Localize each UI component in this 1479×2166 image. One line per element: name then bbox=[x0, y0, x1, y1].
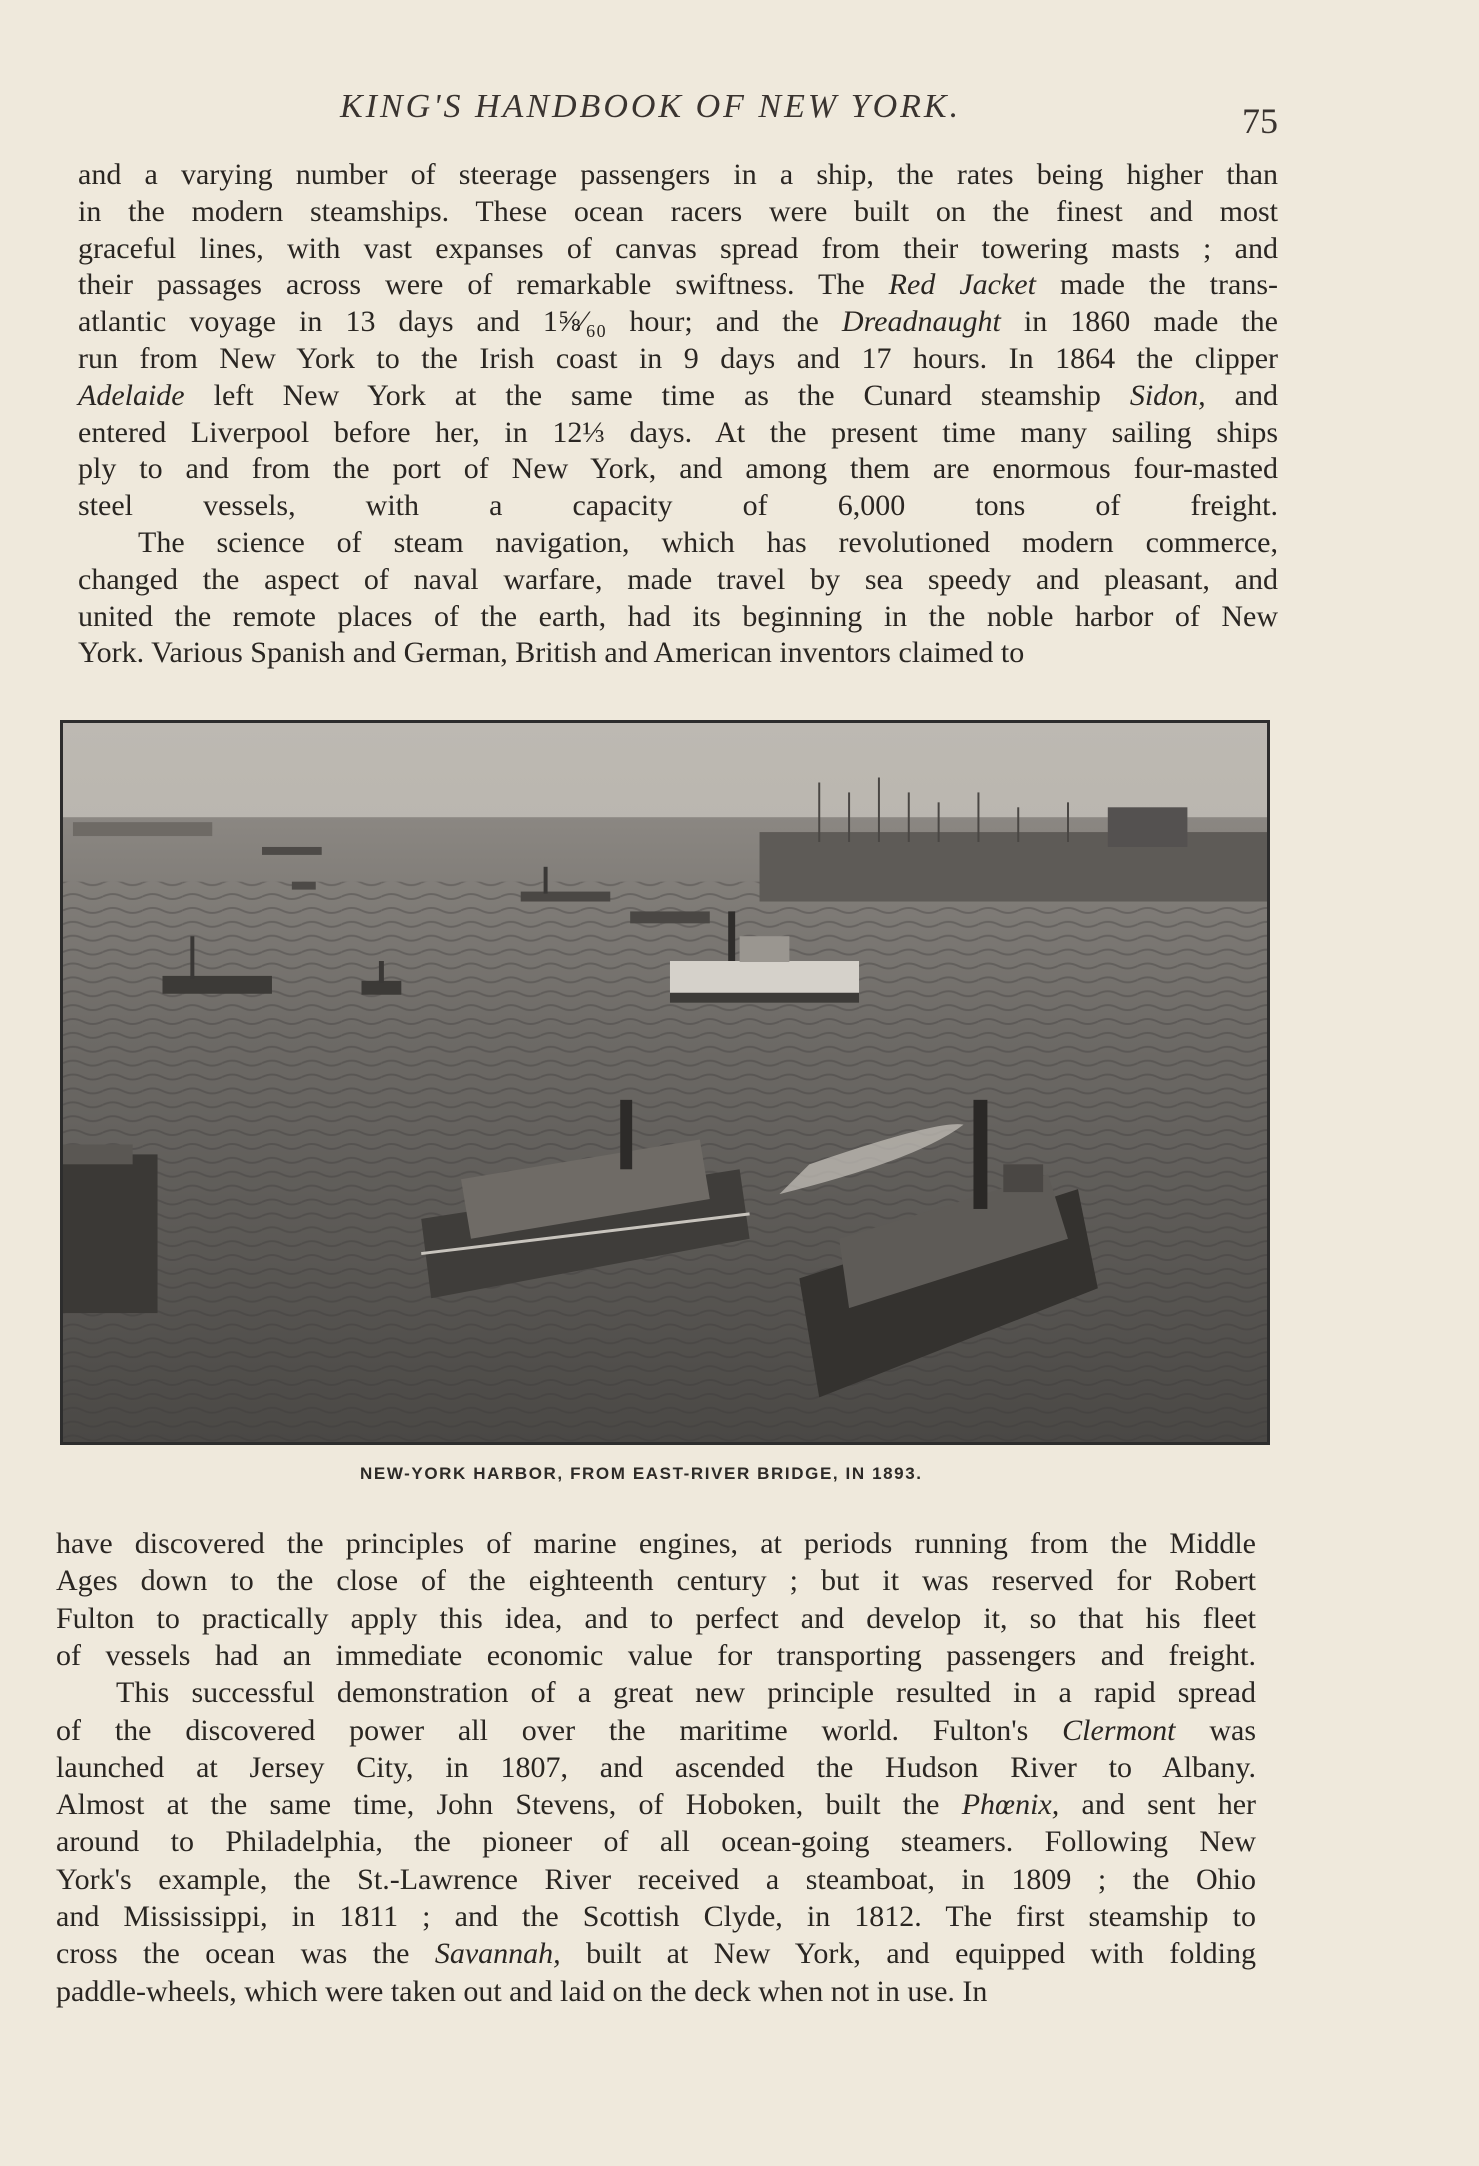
text-run: York's example, the St.-Lawrence River received a steamboat, in 1809 ; the Ohio bbox=[56, 1862, 1256, 1896]
text-line bbox=[78, 562, 1278, 598]
text-run: paddle-wheels, which were taken out and laid on the deck when not in use. In bbox=[56, 1974, 988, 2008]
text-run: was bbox=[1175, 1713, 1256, 1747]
text-run: graceful lines, with vast expanses of canvas spread from their towering masts ; and bbox=[78, 231, 1278, 265]
text-run: atlantic voyage in 13 days and 1⅝⁄₆₀ hour; and the bbox=[78, 305, 842, 339]
text-line bbox=[56, 1750, 1256, 1786]
text-run: and bbox=[1205, 378, 1278, 412]
text-run: York. Various Spanish and German, British and American inventors claimed to bbox=[78, 636, 1025, 670]
text-line bbox=[78, 304, 1278, 340]
text-run: their passages across were of remarkable swiftness. The bbox=[78, 268, 889, 302]
text-line bbox=[78, 267, 1278, 303]
text-run: launched at Jersey City, in 1807, and ascended the Hudson River to Albany. bbox=[56, 1750, 1256, 1784]
text-run: and Mississippi, in 1811 ; and the Scottish Clyde, in 1812. The first steamship to bbox=[56, 1900, 1256, 1933]
text-run: have discovered the principles of marine engines, at periods running from the Middle bbox=[56, 1527, 1256, 1560]
text-run: and a varying number of steerage passengers in a ship, the rates being higher than bbox=[78, 158, 1278, 191]
harbor-photo-illustration bbox=[63, 723, 1267, 1442]
text-line bbox=[56, 1787, 1256, 1823]
text-run: left New York at the same time as the Cunard steamship bbox=[184, 378, 1130, 412]
text-run: built at New York, and equipped with folding bbox=[560, 1937, 1256, 1971]
text-line bbox=[78, 415, 1278, 451]
text-run: in 1860 made the bbox=[1000, 305, 1278, 339]
text-run: Ages down to the close of the eighteenth century ; but it was reserved for Robert bbox=[56, 1564, 1256, 1598]
text-run: of the discovered power all over the maritime world. Fulton's bbox=[56, 1713, 1063, 1747]
text-line bbox=[56, 1899, 1256, 1935]
text-line bbox=[56, 1601, 1256, 1637]
text-line bbox=[56, 1675, 1256, 1711]
italic-title: Dreadnaught bbox=[841, 305, 1001, 339]
page-number: 75 bbox=[1242, 101, 1278, 141]
text-run: changed the aspect of naval warfare, made travel by sea speedy and pleasant, and bbox=[78, 562, 1278, 596]
text-line bbox=[78, 599, 1278, 635]
text-line bbox=[78, 635, 1278, 671]
text-run: and sent her bbox=[1059, 1788, 1256, 1822]
text-run: of vessels had an immediate economic value for transporting passengers and freight. bbox=[56, 1638, 1256, 1672]
text-run: united the remote places of the earth, had its beginning in the noble harbor of New bbox=[78, 599, 1278, 633]
text-line bbox=[78, 194, 1278, 230]
italic-title: Clermont bbox=[1062, 1713, 1176, 1747]
text-line bbox=[56, 1824, 1256, 1860]
harbor-photograph bbox=[60, 720, 1270, 1445]
text-line bbox=[56, 1526, 1256, 1562]
text-line bbox=[78, 378, 1278, 414]
text-run: in the modern steamships. These ocean racers were built on the finest and most bbox=[78, 194, 1278, 228]
running-head: KING'S HANDBOOK OF NEW YORK. bbox=[340, 88, 962, 125]
text-line bbox=[56, 1638, 1256, 1674]
italic-title: Savannah, bbox=[434, 1937, 561, 1971]
italic-title: Red Jacket bbox=[888, 268, 1036, 302]
text-run: The science of steam navigation, which has revolutioned modern commerce, bbox=[78, 526, 1278, 559]
text-run: ply to and from the port of New York, and among them are enormous four-masted bbox=[78, 452, 1278, 486]
text-run: run from New York to the Irish coast in 9 days and 17 hours. In 1864 the clipper bbox=[78, 342, 1278, 375]
italic-title: Phœnix, bbox=[961, 1788, 1060, 1822]
text-run: made the trans- bbox=[1035, 268, 1278, 302]
text-line bbox=[56, 1974, 1256, 2010]
text-line bbox=[78, 488, 1278, 524]
italic-title: Sidon, bbox=[1129, 378, 1206, 412]
text-run: around to Philadelphia, the pioneer of all ocean-going steamers. Following New bbox=[56, 1825, 1256, 1859]
text-line bbox=[78, 231, 1278, 267]
text-line bbox=[78, 157, 1278, 193]
text-run: This successful demonstration of a great new principle resulted in a rapid spread bbox=[56, 1676, 1256, 1710]
text-line bbox=[56, 1563, 1256, 1599]
text-run: Almost at the same time, John Stevens, of Hoboken, built the bbox=[56, 1788, 962, 1822]
text-run: cross the ocean was the bbox=[56, 1937, 435, 1971]
italic-title: Adelaide bbox=[78, 378, 185, 412]
text-line bbox=[78, 341, 1278, 377]
text-run: steel vessels, with a capacity of 6,000 tons of freight. bbox=[78, 489, 1278, 523]
text-line bbox=[56, 1862, 1256, 1898]
text-run: Fulton to practically apply this idea, and to perfect and develop it, so that his fleet bbox=[56, 1601, 1256, 1635]
text-line bbox=[56, 1936, 1256, 1972]
text-line bbox=[78, 451, 1278, 487]
text-line bbox=[78, 525, 1278, 561]
photo-caption: NEW-YORK HARBOR, FROM EAST-RIVER BRIDGE, IN 1893. bbox=[360, 1464, 923, 1483]
text-line bbox=[56, 1713, 1256, 1749]
text-run: entered Liverpool before her, in 12⅓ days. At the present time many sailing ships bbox=[78, 415, 1278, 449]
